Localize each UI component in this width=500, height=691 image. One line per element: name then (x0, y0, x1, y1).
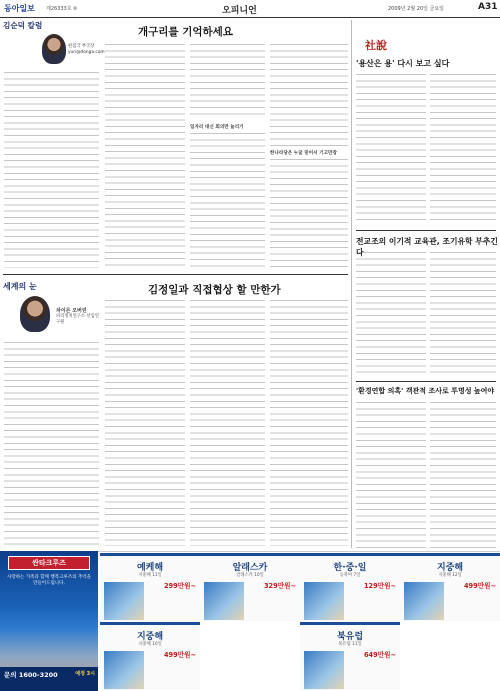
ad-tile-title: 지중해 (436, 563, 464, 573)
ad-tile-photo (404, 582, 444, 620)
ad-tile-subtitle: 지중해 12일 (438, 573, 462, 578)
ad-tile[interactable] (100, 553, 200, 621)
ad-tile[interactable] (300, 553, 400, 621)
ad-tagline: 사랑하는 가족과 함께 행복크루즈의 추억을 만들어드립니다. (7, 575, 91, 586)
column2-body-mid (190, 44, 265, 119)
ad-phone-note: 예정 3시 (75, 671, 95, 677)
ad-tile-subtitle: 알래스카 10일 (236, 573, 264, 578)
ad-tile-photo (104, 651, 144, 689)
editorial2-body-b (430, 252, 496, 374)
author-photo (42, 34, 66, 64)
author-name: 차이몬 오버린 (56, 308, 87, 314)
page-header (0, 0, 500, 18)
editorial1-body-b (430, 74, 496, 224)
ad-tile-subtitle: 북유럽 11일 (338, 642, 362, 647)
column3-body-a (105, 300, 185, 546)
ad-tile-subtitle: 지중해 10일 (138, 642, 162, 647)
editorial-label: 社說 (365, 39, 387, 52)
ad-tile-subtitle: 지중해 11일 (138, 573, 162, 578)
author-photo (20, 296, 50, 332)
ad-tile-photo (304, 651, 344, 689)
column2-subhead-2: 한나라당은 누굴 믿어서 기고만장 (270, 151, 337, 156)
ad-tile-photo (204, 582, 244, 620)
ad-tile[interactable] (100, 622, 200, 690)
author-affiliation: 파리정치연구소 선임연구원 (56, 314, 99, 325)
column2-body-mid2 (190, 133, 265, 269)
editorial-divider (356, 381, 496, 382)
column2-body-left (105, 44, 185, 269)
author-email: yuri@donga.com (68, 50, 105, 55)
page-number: A31 (478, 2, 498, 12)
column-name: 김순덕 칼럼 (3, 21, 43, 30)
editorial2-body-a (356, 252, 426, 374)
publish-date: 2009년 2월 20일 금요일 (388, 6, 445, 12)
author-byline (68, 44, 105, 56)
ad-tile-price: 499만원~ (463, 582, 496, 590)
ad-tile-price: 299만원~ (163, 582, 196, 590)
ad-tile-price: 649만원~ (363, 651, 396, 659)
editorial3-body-a (356, 402, 426, 548)
column1-body-text (4, 72, 99, 268)
ad-phone-number: 문의 1600-3200 (4, 671, 58, 679)
column3-label: 세계의 눈 (3, 282, 37, 291)
ad-tile-price: 129만원~ (363, 582, 396, 590)
ad-tile-subtitle: 동북아 7일 (339, 573, 361, 578)
column3-body-b (190, 300, 265, 546)
ad-brand: 싼타크루즈 (8, 556, 90, 570)
column-divider (3, 274, 348, 275)
column2-subhead-1: 일자리 대신 회의만 늘리기 (190, 125, 244, 130)
column2-headline: 개구리를 기억하세요 (138, 26, 233, 38)
ad-tile[interactable] (200, 553, 300, 621)
newspaper-logo: 동아일보 (4, 4, 35, 13)
ad-tile-title: 지중해 (136, 632, 164, 642)
editorial-headline-3: '환경연합 의혹' 객관적 조사로 투명성 높여야 (356, 387, 495, 395)
ad-tile-photo (104, 582, 144, 620)
author-title: 편집국 부국장 (68, 44, 95, 49)
editorial-headline-2: 전교조의 이기적 교육관, 조기유학 부추긴다 (356, 237, 498, 257)
column3-headline: 김정일과 직접협상 할 만한가 (148, 284, 281, 296)
vertical-divider (351, 20, 352, 548)
editorial-headline-1: '용산은 용' 다시 보고 싶다 (356, 59, 450, 68)
column2-body-right (270, 44, 348, 146)
ad-tile-title: 알래스카 (232, 563, 268, 573)
editorial1-body-a (356, 74, 426, 224)
ad-phone[interactable] (0, 667, 98, 691)
ad-tile-price: 499만원~ (163, 651, 196, 659)
ad-tile[interactable] (300, 622, 400, 690)
ad-tile-title: 북유럽 (336, 632, 364, 642)
editorial-divider (356, 230, 496, 231)
ad-tile[interactable] (400, 553, 500, 621)
column3-body-c (270, 300, 348, 546)
issue-number: 제26333호 ⑥ (46, 6, 78, 12)
ad-tile-title: 한·중·일 (333, 563, 367, 573)
column3-body-left (4, 342, 99, 548)
ad-tile-title: 예케해 (136, 563, 164, 573)
ad-tile-price: 329만원~ (263, 582, 296, 590)
column2-body-right2 (270, 159, 348, 269)
section-title: 오피니언 (222, 6, 257, 16)
author-byline (56, 308, 100, 326)
ad-tile-photo (304, 582, 344, 620)
editorial3-body-b (430, 402, 496, 548)
